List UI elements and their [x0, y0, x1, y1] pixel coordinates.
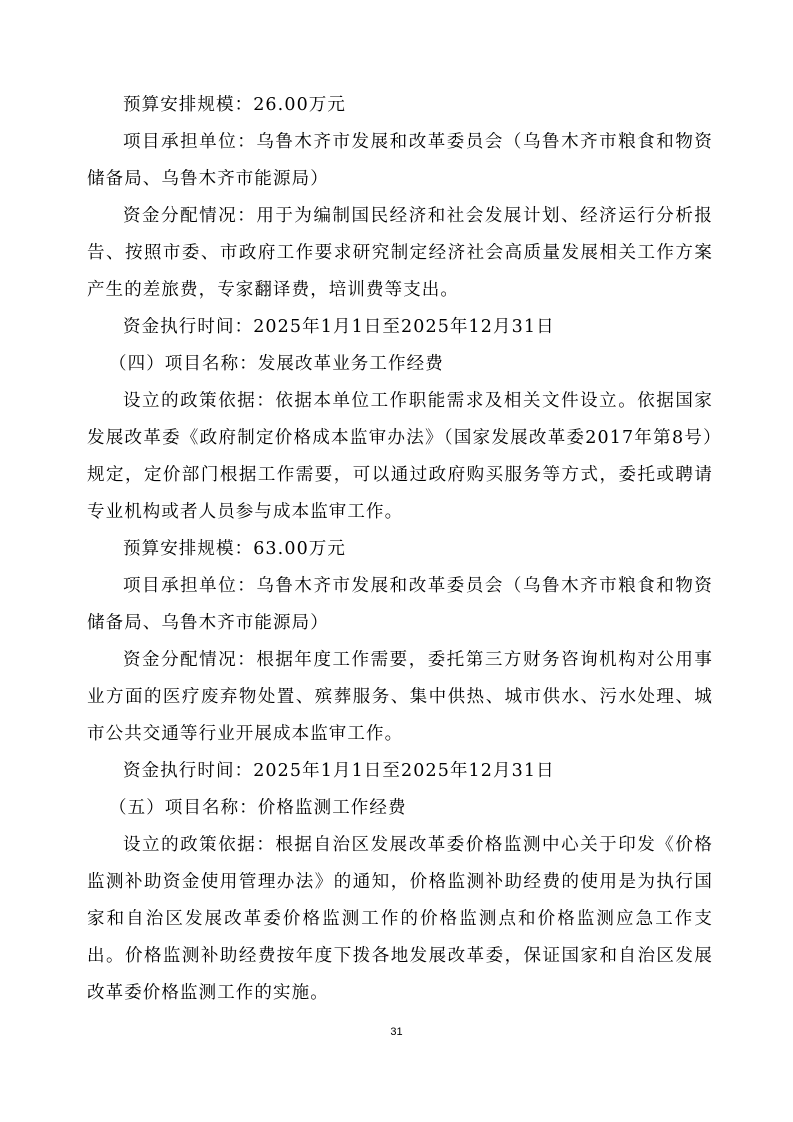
paragraph-budget-4: 预算安排规模：63.00万元 [123, 539, 346, 559]
paragraph-undertaking-unit-4: 项目承担单位：乌鲁木齐市发展和改革委员会（乌鲁木齐市粮食和物资储备局、乌鲁木齐市能源局） [87, 576, 713, 633]
paragraph-fund-allocation-1: 资金分配情况：用于为编制国民经济和社会发展计划、经济运行分析报告、按照市委、市政府工作要求研究制定经济社会高质量发展相关工作方案产生的差旅费，专家翻译费，培训费等支出。 [87, 206, 713, 300]
paragraph-policy-basis-5: 设立的政策依据：根据自治区发展改革委价格监测中心关于印发《价格监测补助资金使用管理办法》的通知，价格监测补助经费的使用是为执行国家和自治区发展改革委价格监测工作的价格监测点和价格监测应急工作支出。价格监测补助经费按年度下拨各地发展改革委，保证国家和自治区发展改革委价格监测工作的实施。 [87, 835, 713, 1003]
body-text [87, 87, 713, 1012]
section-heading-4: （四）项目名称：发展改革业务工作经费 [109, 354, 444, 374]
paragraph-execution-time-1: 资金执行时间：2025年1月1日至2025年12月31日 [123, 317, 555, 337]
paragraph-policy-basis-4: 设立的政策依据：依据本单位工作职能需求及相关文件设立。依据国家发展改革委《政府制定价格成本监审办法》（国家发展改革委2017年第8号）规定，定价部门根据工作需要，可以通过政府购买服务等方式，委托或聘请专业机构或者人员参与成本监审工作。 [87, 391, 713, 522]
paragraph-fund-allocation-4: 资金分配情况：根据年度工作需要，委托第三方财务咨询机构对公用事业方面的医疗废弃物处置、殡葬服务、集中供热、城市供水、污水处理、城市公共交通等行业开展成本监审工作。 [87, 650, 713, 744]
paragraph-undertaking-unit-1: 项目承担单位：乌鲁木齐市发展和改革委员会（乌鲁木齐市粮食和物资储备局、乌鲁木齐市能源局） [87, 132, 713, 189]
paragraph-execution-time-4: 资金执行时间：2025年1月1日至2025年12月31日 [123, 761, 555, 781]
section-heading-5: （五）项目名称：价格监测工作经费 [109, 798, 407, 818]
page-number: 31 [390, 1026, 403, 1038]
paragraph-budget-1: 预算安排规模：26.00万元 [123, 95, 346, 115]
